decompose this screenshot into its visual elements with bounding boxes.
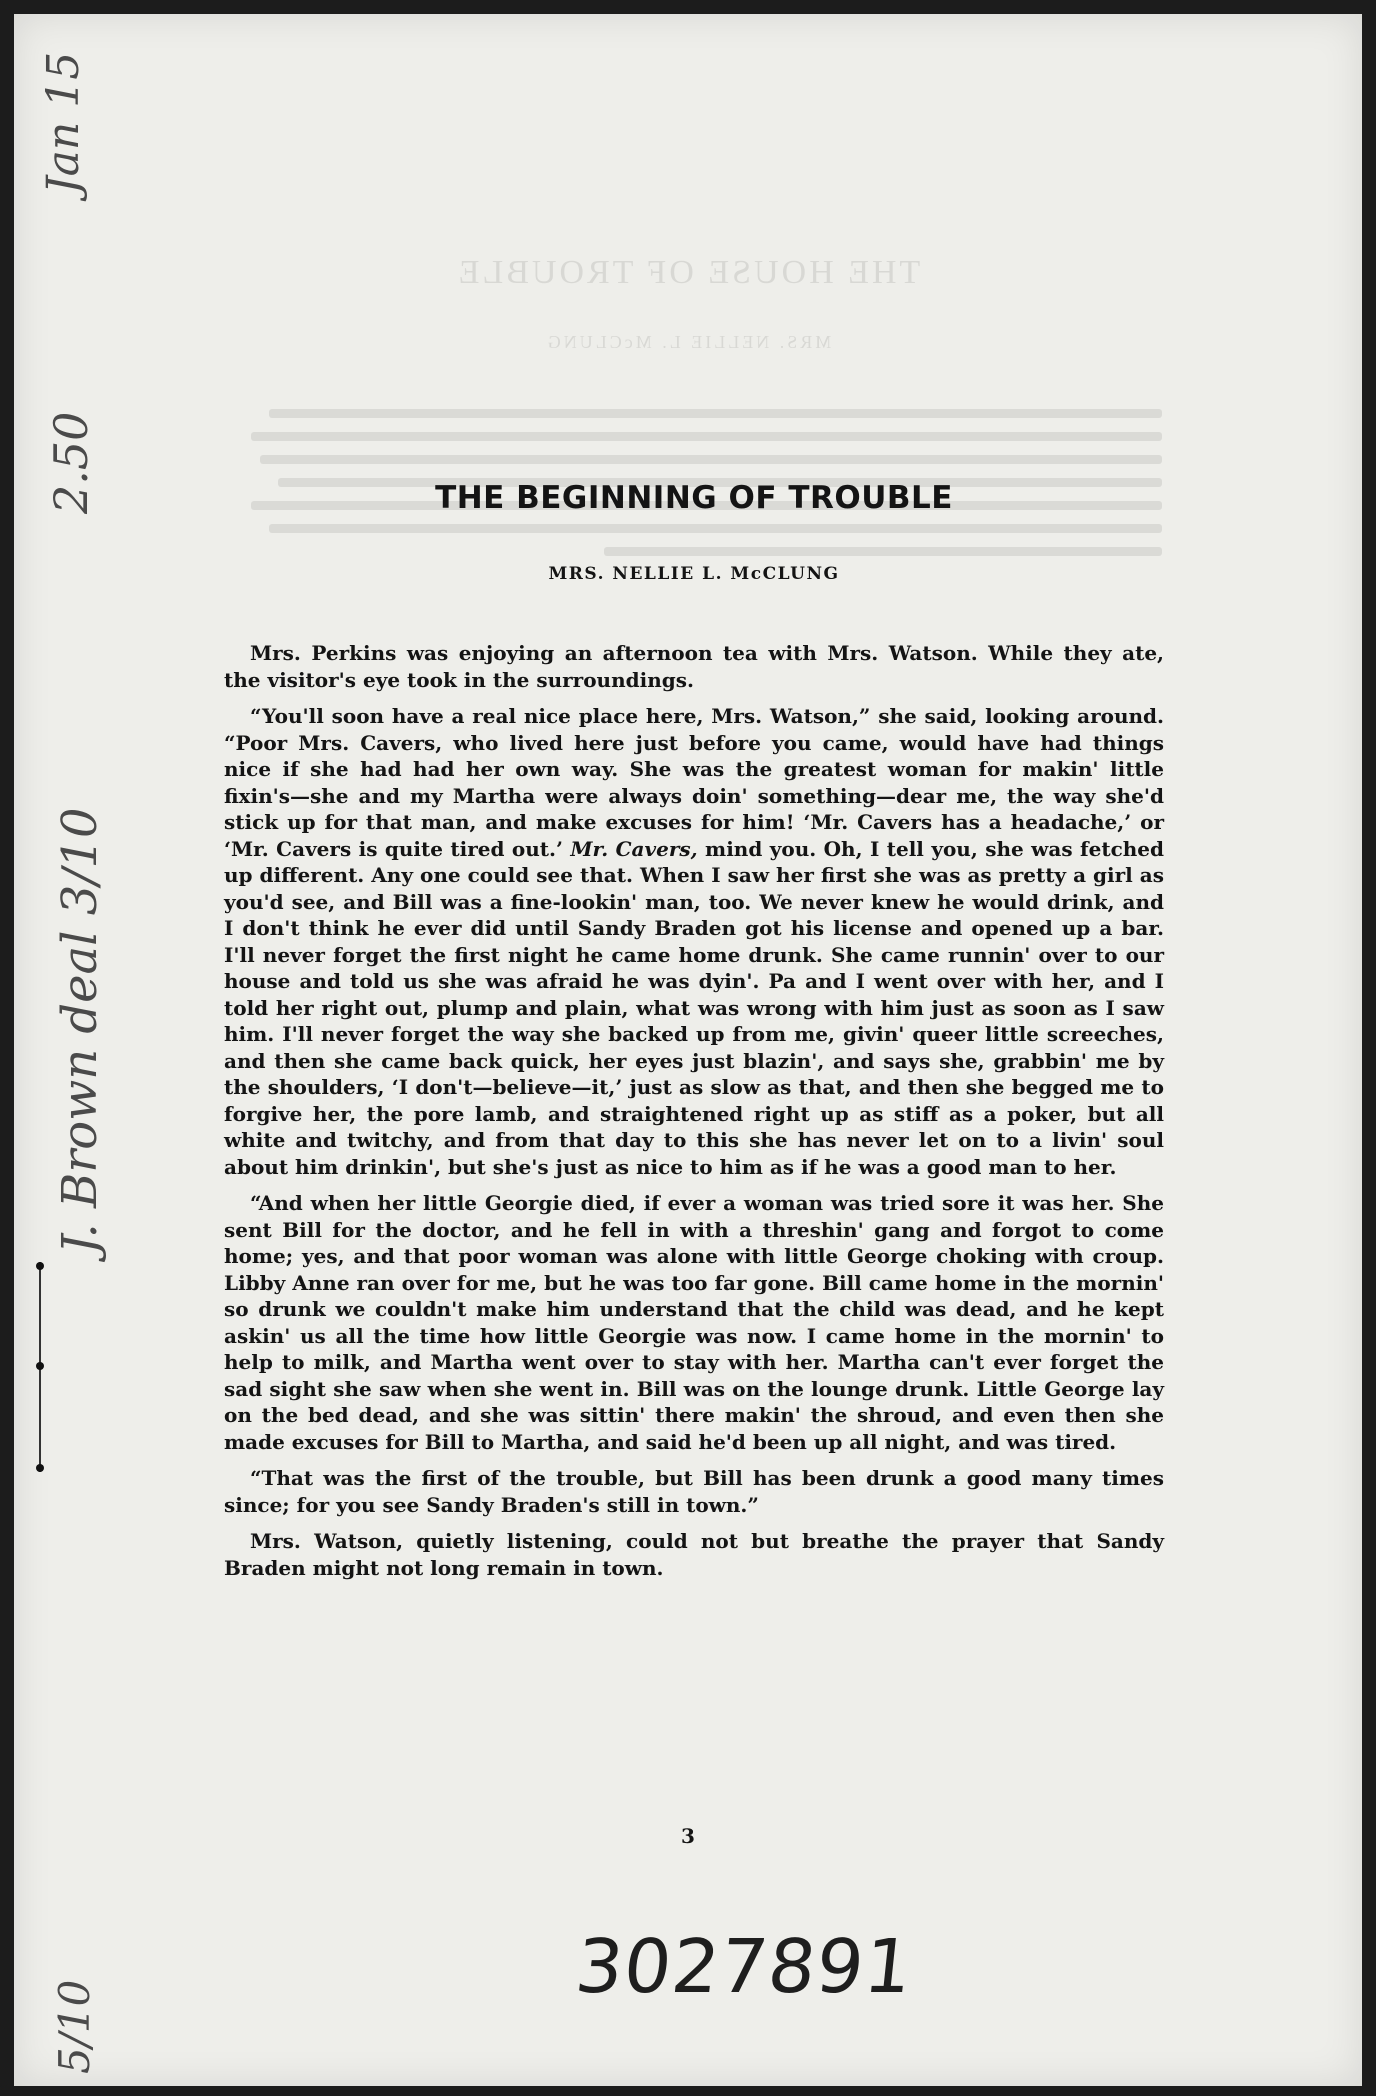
paragraph-1: Mrs. Perkins was enjoying an afternoon tea with Mrs. Watson. While they ate, the visitor's eye took in the surroundings. (224, 641, 1164, 692)
page-number: 3 (681, 1824, 695, 1848)
handwritten-date: Jan 15 (38, 51, 89, 194)
paragraph-2 (224, 703, 1164, 1180)
binding-staple-icon (36, 1262, 44, 1472)
handwritten-provenance-note: J. Brown deal 3/10 (52, 807, 108, 1254)
handwritten-margin-note: 5/10 (50, 1979, 99, 2074)
bleed-through-title: THE HOUSE OF TROUBLE (455, 254, 921, 291)
handwritten-price: 2.50 (44, 411, 98, 514)
paragraph-4: “That was the first of the trouble, but Bill has been drunk a good many times since; for you see Sandy Braden's still in town.” (224, 1466, 1164, 1517)
paragraph-2-italic: Mr. Cavers, (570, 836, 698, 861)
paragraph-5: Mrs. Watson, quietly listening, could not but breathe the prayer that Sandy Braden might not long remain in town. (224, 1529, 1164, 1580)
bleed-through-author: MRS. NELLIE L. McCLUNG (544, 332, 832, 352)
handwritten-accession-number: 3027891 (571, 1924, 918, 2010)
paragraph-3: “And when her little Georgie died, if ever a woman was tried sore it was her. She sent Bill for the doctor, and he fell in with a threshin' gang and forgot to come home; yes, and that poor woman was alone with little George choking with croup. Libby Anne ran over for me, but he was too far gone. Bill came home in the mornin' so drunk we couldn't make him understand that the child was dead, and he kept askin' us all the time how little Georgie was now. I came home in the mornin' to help to milk, and Martha went over to stay with her. Martha can't ever forget the sad sight she saw when she went in. Bill was on the lounge drunk. Little George lay on the bed dead, and she was sittin' there makin' the shroud, and even then she made excuses for Bill to Martha, and said he'd been up all night, and was tired. (224, 1191, 1164, 1454)
story-body (224, 640, 1164, 1591)
paragraph-2-rest: mind you. Oh, I tell you, she was fetched up different. Any one could see that. When I saw her first she was as pretty a girl as you'd see, and Bill was a fine-lookin' man, too. We never knew he would drink, and I don't think he ever did until Sandy Braden got his license and opened up a bar. I'll never forget the first night he came home drunk. She came runnin' over to our house and told us she was afraid he was dyin'. Pa and I went over with her, and I told her right out, plump and plain, what was wrong with him just as soon as I saw him. I'll never forget the way she backed up from me, givin' queer little screeches, and then she came back quick, her eyes just blazin', and says she, grabbin' me by the shoulders, ‘I don't—believe—it,’ just as slow as that, and then she begged me to forgive her, the pore lamb, and straightened right up as stiff as a poker, but all white and twitchy, and from that day to this she has never let on to a livin' soul about him drinkin', but she's just as nice to him as if he was a good man to her. (224, 836, 1165, 1179)
paragraph-2-start: “You'll soon have a real nice place here, Mrs. Watson,” she said, looking around. “Poor Mrs. Cavers, who lived here just before you came, would have had things nice if she had had her own way. She was the greatest woman for makin' little fixin's—she and my Martha were always doin' something—dear me, the way she'd stick up for that man, and make excuses for him! ‘Mr. Cavers has a headache,’ or ‘Mr. Cavers is quite tired out.’ (224, 704, 1164, 861)
page-title: THE BEGINNING OF TROUBLE (435, 480, 953, 516)
author-line: MRS. NELLIE L. McCLUNG (548, 564, 840, 584)
book-page (14, 14, 1362, 2086)
